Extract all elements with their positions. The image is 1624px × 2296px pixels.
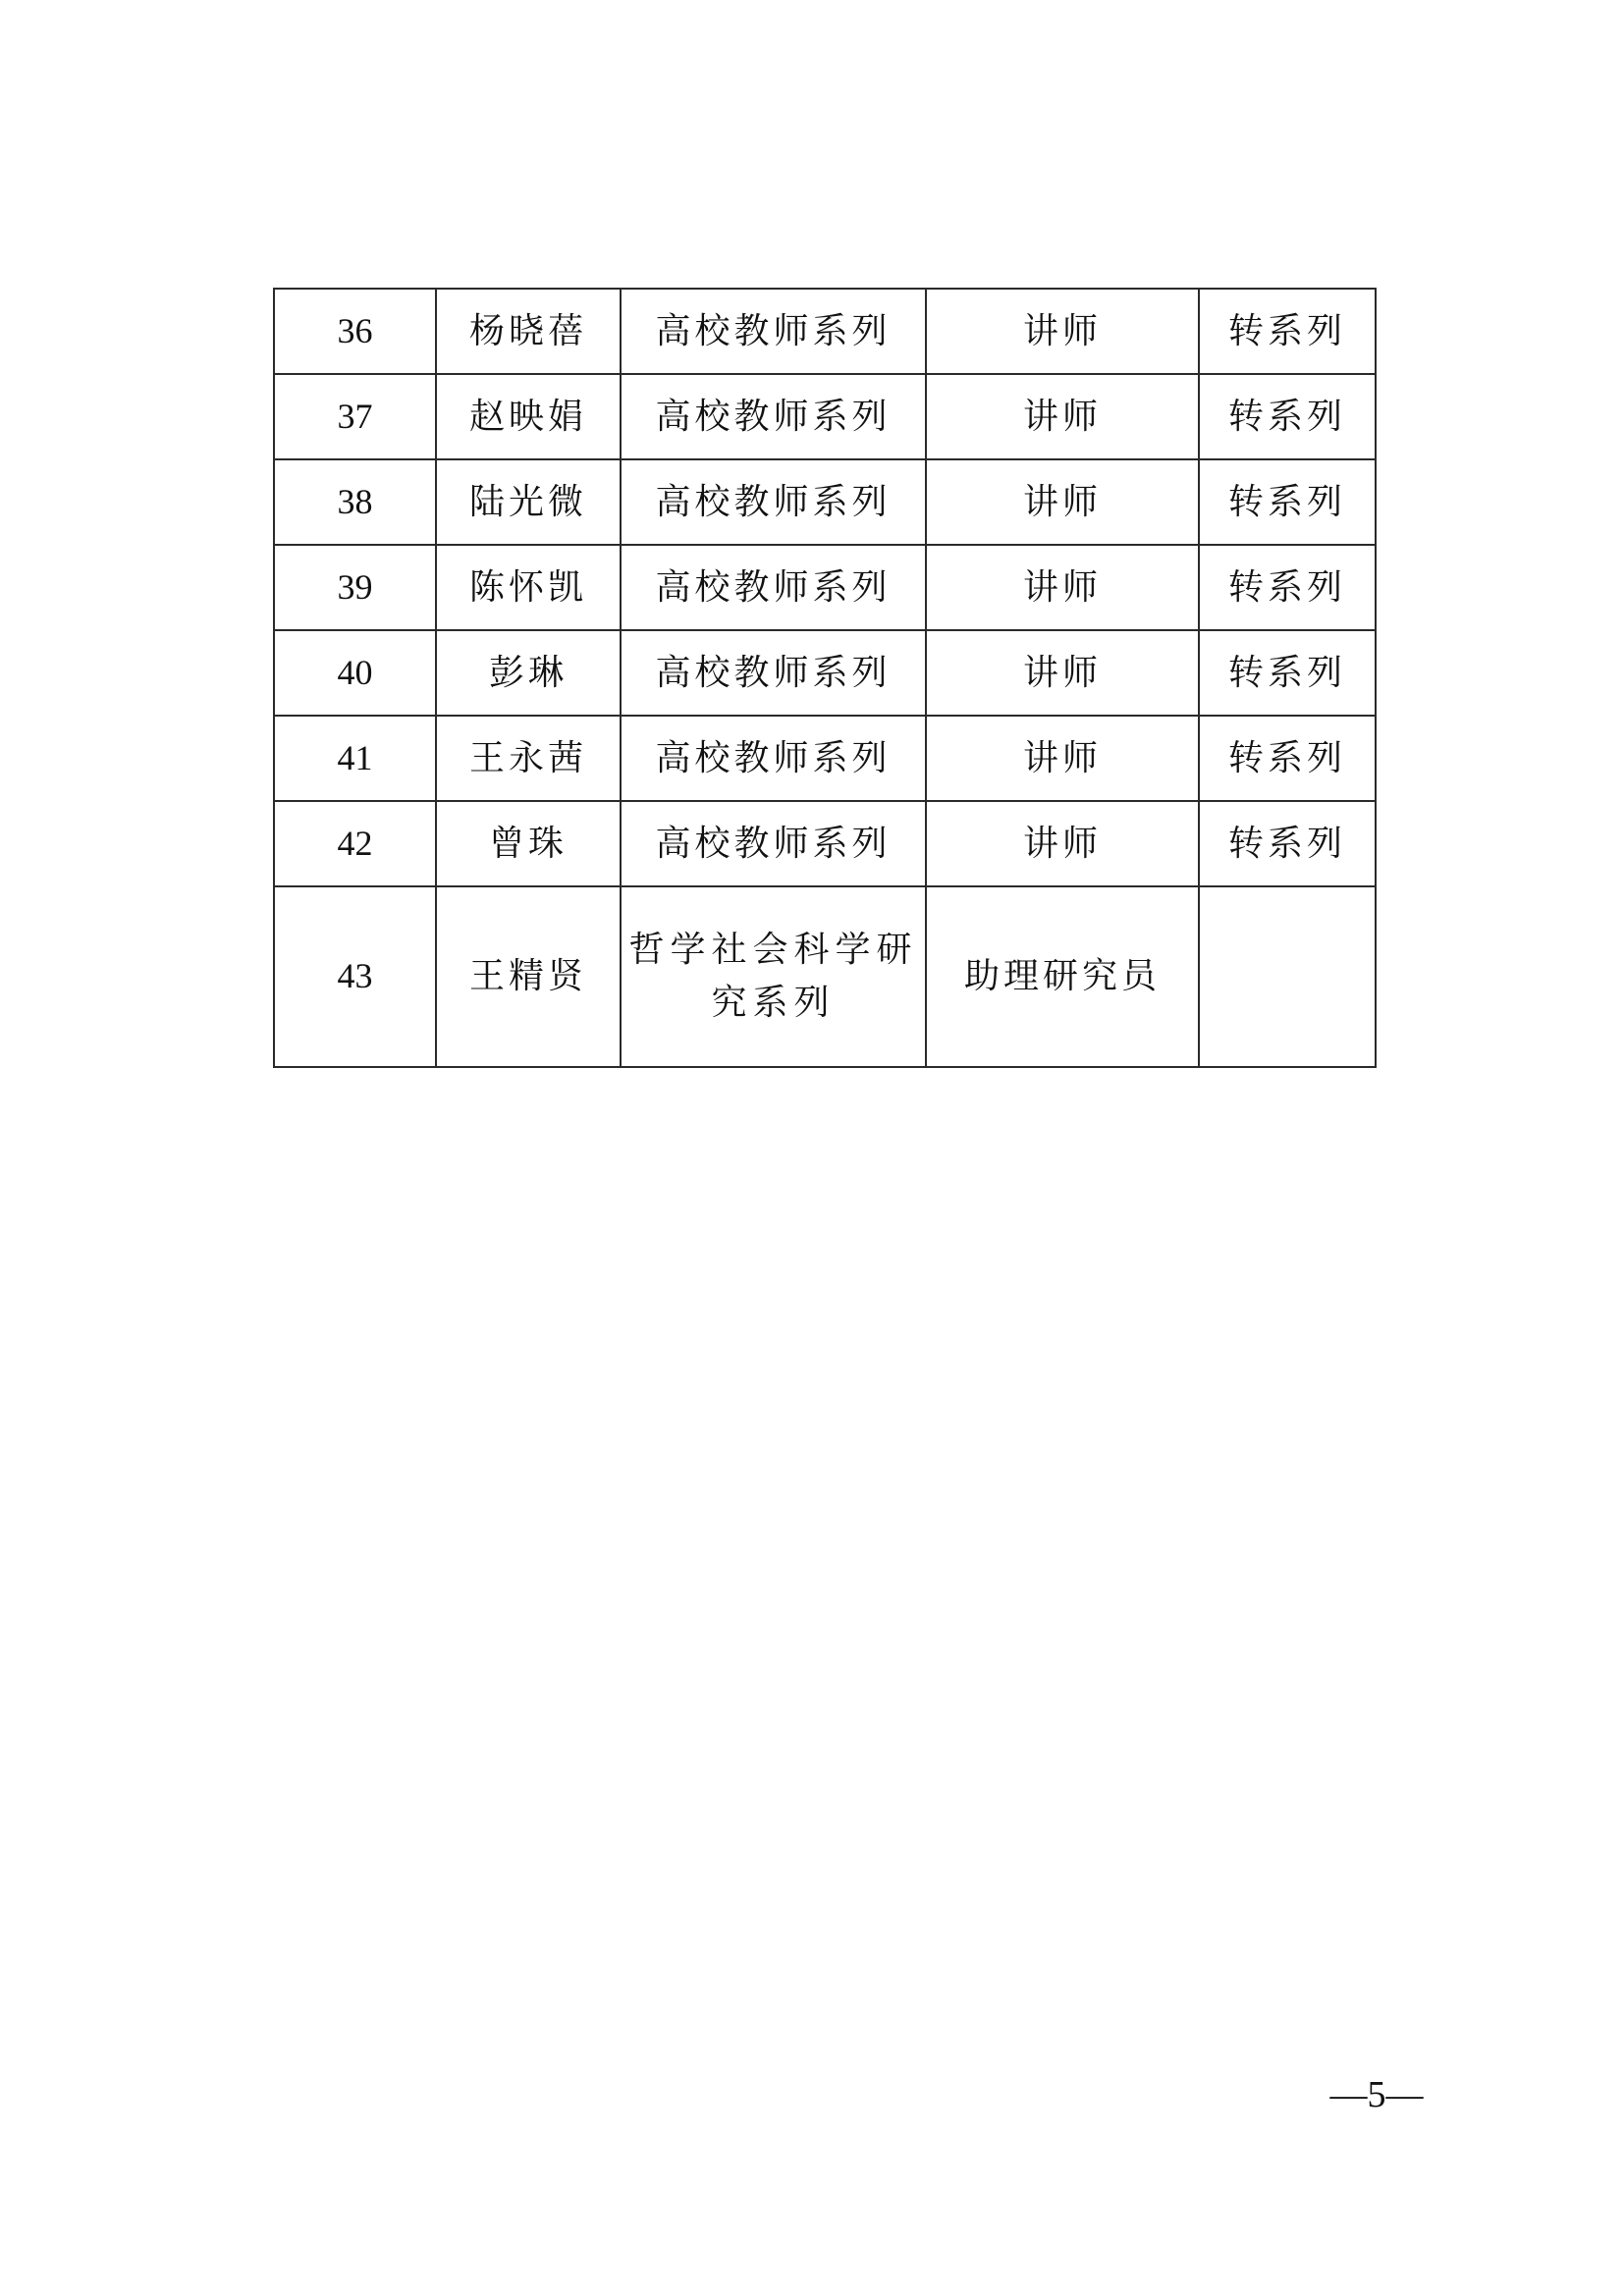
cell-name: 陆光微 [436,459,621,545]
cell-series: 高校教师系列 [621,801,926,886]
cell-no: 38 [274,459,436,545]
cell-series: 高校教师系列 [621,289,926,374]
cell-name: 曾珠 [436,801,621,886]
cell-title: 助理研究员 [926,886,1199,1067]
cell-series: 高校教师系列 [621,374,926,459]
cell-name: 赵映娟 [436,374,621,459]
cell-name: 彭琳 [436,630,621,716]
cell-no: 36 [274,289,436,374]
cell-series: 高校教师系列 [621,545,926,630]
cell-note [1199,886,1376,1067]
cell-no: 37 [274,374,436,459]
cell-note: 转系列 [1199,716,1376,801]
cell-series: 高校教师系列 [621,716,926,801]
cell-note: 转系列 [1199,801,1376,886]
cell-no: 41 [274,716,436,801]
cell-title: 讲师 [926,801,1199,886]
cell-note: 转系列 [1199,459,1376,545]
table-row [274,545,1376,630]
cell-title: 讲师 [926,374,1199,459]
cell-title: 讲师 [926,289,1199,374]
cell-name: 王精贤 [436,886,621,1067]
cell-series: 哲学社会科学研究系列 [621,886,926,1067]
cell-note: 转系列 [1199,630,1376,716]
cell-title: 讲师 [926,545,1199,630]
table-row [274,886,1376,1067]
cell-note: 转系列 [1199,545,1376,630]
cell-name: 杨晓蓓 [436,289,621,374]
cell-no: 40 [274,630,436,716]
table-row [274,289,1376,374]
cell-no: 39 [274,545,436,630]
cell-no: 42 [274,801,436,886]
cell-title: 讲师 [926,630,1199,716]
page-number: —5— [1329,2074,1424,2115]
table-row [274,801,1376,886]
cell-no: 43 [274,886,436,1067]
table-row [274,716,1376,801]
cell-note: 转系列 [1199,374,1376,459]
personnel-table [273,288,1377,1068]
cell-name: 王永茜 [436,716,621,801]
table-row [274,459,1376,545]
cell-series: 高校教师系列 [621,459,926,545]
cell-note: 转系列 [1199,289,1376,374]
cell-series: 高校教师系列 [621,630,926,716]
table-row [274,630,1376,716]
cell-title: 讲师 [926,459,1199,545]
table-row [274,374,1376,459]
cell-name: 陈怀凯 [436,545,621,630]
cell-title: 讲师 [926,716,1199,801]
